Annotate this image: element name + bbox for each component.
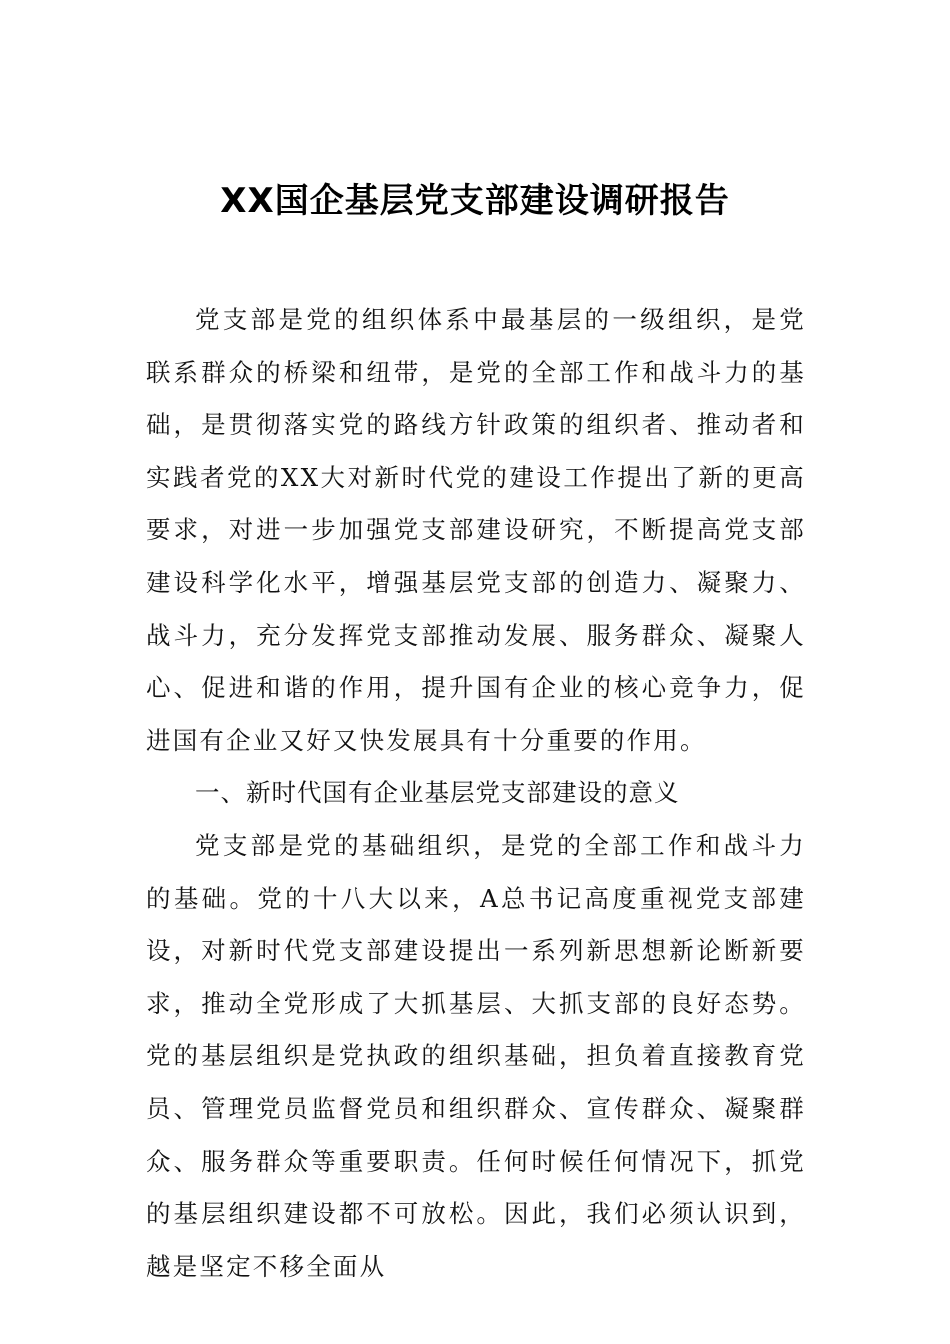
section-heading: 一、新时代国有企业基层党支部建设的意义: [195, 778, 680, 808]
document-body: [146, 294, 806, 1293]
document-title: XX国企基层党支部建设调研报告: [220, 180, 730, 221]
intro-paragraph: 党支部是党的组织体系中最基层的一级组织，是党联系群众的桥梁和纽带，是党的全部工作和战斗力的基础，是贯彻落实党的路线方针政策的组织者、推动者和实践者党的XX大对新时代党的建设工作提出了新的更高要求，对进一步加强党支部建设研究，不断提高党支部建设科学化水平，增强基层党支部的创造力、凝聚力、战斗力，充分发挥党支部推动发展、服务群众、凝聚人心、促进和谐的作用，提升国有企业的核心竞争力，促进国有企业又好又快发展具有十分重要的作用。: [146, 305, 806, 755]
section-paragraph: 党支部是党的基础组织，是党的全部工作和战斗力的基础。党的十八大以来，A总书记高度重视党支部建设，对新时代党支部建设提出一系列新思想新论断新要求，推动全党形成了大抓基层、大抓支部的良好态势。党的基层组织是党执政的组织基础，担负着直接教育党员、管理党员监督党员和组织群众、宣传群众、凝聚群众、服务群众等重要职责。任何时候任何情况下，抓党的基层组织建设都不可放松。因此，我们必须认识到，越是坚定不移全面从: [146, 830, 806, 1281]
